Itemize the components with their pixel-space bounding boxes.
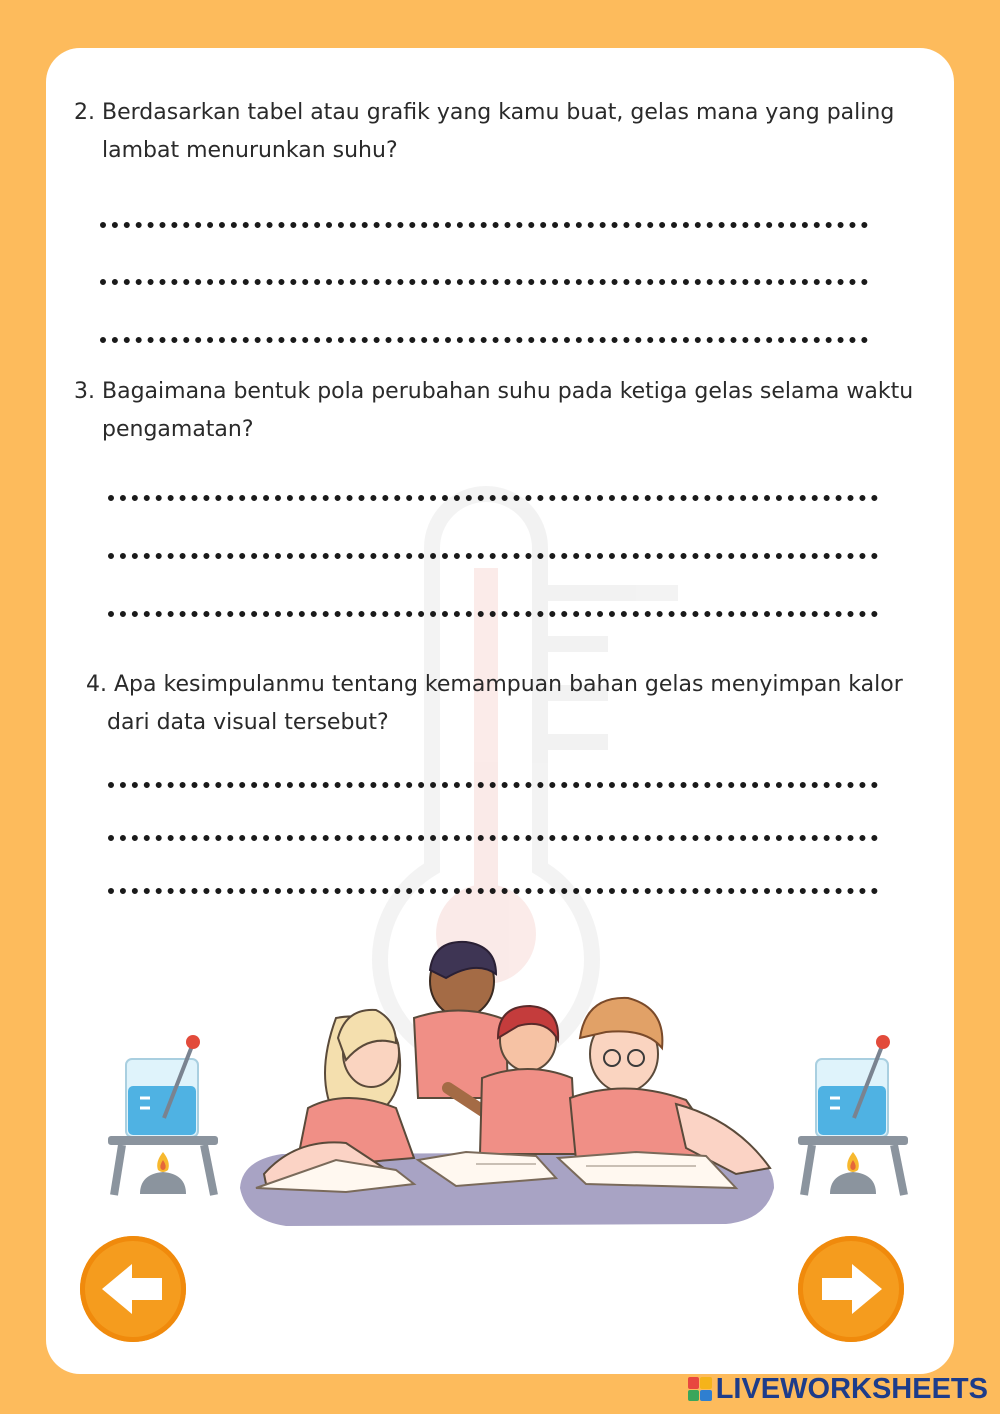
question-text-line1: Berdasarkan tabel atau grafik yang kamu buat, gelas mana yang paling (102, 100, 895, 125)
question-text-line2: pengamatan? (102, 417, 254, 442)
worksheet-card (46, 48, 954, 1374)
question-number: 2. (74, 100, 95, 125)
liveworksheets-brand (688, 1372, 988, 1406)
next-page-button[interactable] (798, 1236, 904, 1342)
question-text-line2: dari data visual tersebut? (107, 710, 389, 735)
question-text-line1: Bagaimana bentuk pola perubahan suhu pada ketiga gelas selama waktu (102, 379, 914, 404)
brand-name: LIVEWORKSHEETS (715, 1372, 988, 1405)
question-text-line1: Apa kesimpulanmu tentang kemampuan bahan gelas menyimpan kalor (114, 672, 903, 697)
question-number: 3. (74, 379, 95, 404)
liveworksheets-logo-icon (688, 1377, 712, 1401)
beaker-burner-icon (108, 1035, 218, 1195)
question-text-line2: lambat menurunkan suhu? (102, 138, 398, 163)
beaker-burner-icon (798, 1035, 908, 1195)
question-number: 4. (86, 672, 107, 697)
arrow-right-icon (798, 1236, 904, 1342)
arrow-left-icon (80, 1236, 186, 1342)
previous-page-button[interactable] (80, 1236, 186, 1342)
students-lab-illustration (46, 48, 954, 1374)
